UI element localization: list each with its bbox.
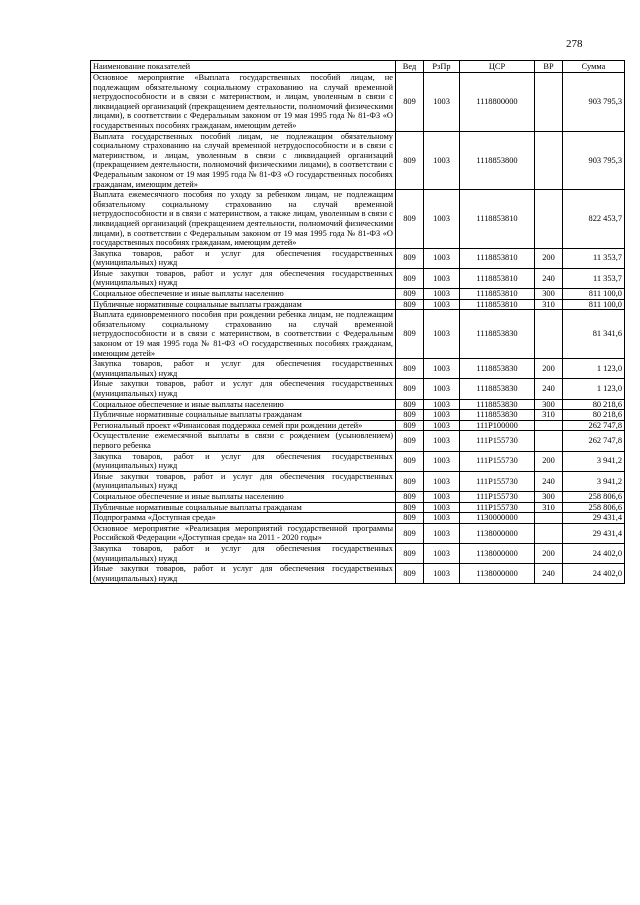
cell-sum: 81 341,6 [563, 310, 625, 359]
table-row [91, 268, 625, 288]
table-row [91, 131, 625, 190]
cell-sum: 1 123,0 [563, 379, 625, 399]
cell-vr: 310 [535, 410, 563, 421]
cell-name: Выплата государственных пособий лицам, не подлежащим обязательному социальному страхованию на случай временной нетрудоспособности и в связи с материнством, и лицам, уволенным в связи с ликвидацией организаций (прекращением деятельности, полномочий физическими лицами), в соответствии с Федеральным законом от 19 мая 1995 года № 81-ФЗ «О государственных пособиях гражданам, имеющим детей» [91, 131, 396, 190]
cell-vr [535, 420, 563, 431]
cell-rzpr: 1003 [424, 359, 460, 379]
cell-vr: 300 [535, 399, 563, 410]
cell-vr [535, 310, 563, 359]
table-row [91, 310, 625, 359]
cell-vr: 240 [535, 379, 563, 399]
cell-ved: 809 [396, 299, 424, 310]
cell-sum: 24 402,0 [563, 543, 625, 563]
cell-sum: 80 218,6 [563, 399, 625, 410]
cell-csr: 1138000000 [460, 543, 535, 563]
cell-name: Иные закупки товаров, работ и услуг для обеспечения государственных (муниципальных) нужд [91, 379, 396, 399]
cell-name: Закупка товаров, работ и услуг для обеспечения государственных (муниципальных) нужд [91, 359, 396, 379]
cell-vr: 200 [535, 359, 563, 379]
cell-csr: 1118853830 [460, 399, 535, 410]
cell-rzpr: 1003 [424, 502, 460, 513]
cell-sum: 258 806,6 [563, 491, 625, 502]
cell-name: Публичные нормативные социальные выплаты гражданам [91, 410, 396, 421]
cell-sum: 11 353,7 [563, 248, 625, 268]
cell-csr: 1118853830 [460, 310, 535, 359]
cell-rzpr: 1003 [424, 491, 460, 502]
cell-sum: 903 795,3 [563, 131, 625, 190]
header-sum: Сумма [563, 61, 625, 73]
cell-name: Осуществление ежемесячной выплаты в связи с рождением (усыновлением) первого ребенка [91, 431, 396, 451]
cell-ved: 809 [396, 431, 424, 451]
cell-rzpr: 1003 [424, 451, 460, 471]
cell-vr: 200 [535, 543, 563, 563]
cell-rzpr: 1003 [424, 310, 460, 359]
table-row [91, 451, 625, 471]
cell-name: Иные закупки товаров, работ и услуг для обеспечения государственных (муниципальных) нужд [91, 268, 396, 288]
table-row [91, 379, 625, 399]
cell-rzpr: 1003 [424, 420, 460, 431]
cell-vr: 200 [535, 248, 563, 268]
cell-ved: 809 [396, 289, 424, 300]
cell-name: Публичные нормативные социальные выплаты гражданам [91, 502, 396, 513]
cell-name: Закупка товаров, работ и услуг для обеспечения государственных (муниципальных) нужд [91, 248, 396, 268]
cell-rzpr: 1003 [424, 543, 460, 563]
cell-vr [535, 523, 563, 543]
cell-ved: 809 [396, 502, 424, 513]
cell-sum: 258 806,6 [563, 502, 625, 513]
budget-table [90, 60, 625, 584]
cell-rzpr: 1003 [424, 190, 460, 249]
cell-vr [535, 513, 563, 524]
cell-name: Подпрограмма «Доступная среда» [91, 513, 396, 524]
cell-ved: 809 [396, 410, 424, 421]
cell-ved: 809 [396, 379, 424, 399]
table-row [91, 502, 625, 513]
cell-rzpr: 1003 [424, 564, 460, 584]
table-row [91, 359, 625, 379]
table-row [91, 399, 625, 410]
cell-csr: 1118853810 [460, 190, 535, 249]
cell-name: Иные закупки товаров, работ и услуг для обеспечения государственных (муниципальных) нужд [91, 471, 396, 491]
table-row [91, 420, 625, 431]
cell-rzpr: 1003 [424, 523, 460, 543]
cell-csr: 111P100000 [460, 420, 535, 431]
cell-csr: 1118853800 [460, 131, 535, 190]
cell-sum: 24 402,0 [563, 564, 625, 584]
cell-vr [535, 73, 563, 132]
cell-vr: 240 [535, 268, 563, 288]
cell-vr [535, 131, 563, 190]
cell-name: Выплата ежемесячного пособия по уходу за ребенком лицам, не подлежащим обязательному социальному страхованию на случай временной нетрудоспособности и в связи с материнством, а также лицам, уволенным в связи с ликвидацией организаций (прекращением деятельности, полномочий физическими лицами), в соответствии с Федеральным законом от 19 мая 1995 года № 81-ФЗ «О государственных пособиях гражданам, имеющим детей» [91, 190, 396, 249]
cell-sum: 80 218,6 [563, 410, 625, 421]
cell-csr: 111P155730 [460, 431, 535, 451]
cell-rzpr: 1003 [424, 289, 460, 300]
cell-csr: 1118853830 [460, 410, 535, 421]
cell-sum: 811 100,0 [563, 299, 625, 310]
cell-csr: 1118853830 [460, 359, 535, 379]
table-row [91, 491, 625, 502]
cell-sum: 3 941,2 [563, 451, 625, 471]
cell-name: Закупка товаров, работ и услуг для обеспечения государственных (муниципальных) нужд [91, 451, 396, 471]
cell-csr: 1138000000 [460, 564, 535, 584]
cell-ved: 809 [396, 491, 424, 502]
table-row [91, 410, 625, 421]
cell-name: Социальное обеспечение и иные выплаты населению [91, 399, 396, 410]
page-number: 278 [566, 38, 583, 50]
header-vr: ВР [535, 61, 563, 73]
cell-rzpr: 1003 [424, 248, 460, 268]
table-row [91, 564, 625, 584]
cell-ved: 809 [396, 131, 424, 190]
table-header-row [91, 61, 625, 73]
cell-csr: 1138000000 [460, 523, 535, 543]
cell-sum: 29 431,4 [563, 523, 625, 543]
cell-csr: 111P155730 [460, 451, 535, 471]
table-row [91, 543, 625, 563]
cell-ved: 809 [396, 73, 424, 132]
header-ved: Вед [396, 61, 424, 73]
cell-ved: 809 [396, 248, 424, 268]
cell-csr: 1118853810 [460, 299, 535, 310]
cell-ved: 809 [396, 543, 424, 563]
cell-sum: 11 353,7 [563, 268, 625, 288]
cell-csr: 1118853810 [460, 289, 535, 300]
cell-vr: 240 [535, 564, 563, 584]
table-row [91, 248, 625, 268]
cell-sum: 822 453,7 [563, 190, 625, 249]
cell-rzpr: 1003 [424, 379, 460, 399]
cell-csr: 1118853810 [460, 248, 535, 268]
cell-ved: 809 [396, 268, 424, 288]
cell-rzpr: 1003 [424, 513, 460, 524]
cell-vr: 300 [535, 491, 563, 502]
cell-name: Социальное обеспечение и иные выплаты населению [91, 289, 396, 300]
cell-vr: 240 [535, 471, 563, 491]
table-row [91, 73, 625, 132]
cell-ved: 809 [396, 523, 424, 543]
cell-name: Выплата единовременного пособия при рождении ребенка лицам, не подлежащим обязательному социальному страхованию на случай временной нетрудоспособности и в связи с материнством, в соответствии с Федеральным законом от 19 мая 1995 года № 81-ФЗ «О государственных пособиях гражданам, имеющим детей» [91, 310, 396, 359]
cell-ved: 809 [396, 564, 424, 584]
cell-sum: 811 100,0 [563, 289, 625, 300]
cell-rzpr: 1003 [424, 299, 460, 310]
cell-sum: 29 431,4 [563, 513, 625, 524]
cell-name: Основное мероприятие «Выплата государственных пособий лицам, не подлежащим обязательному социальному страхованию на случай временной нетрудоспособности и в связи с материнством, и лицам, уволенным в связи с ликвидацией организаций (прекращением деятельности, полномочий физическими лицами), в соответствии с Федеральным законом от 19 мая 1995 года № 81-ФЗ «О государственных пособиях гражданам, имеющим детей» [91, 73, 396, 132]
cell-rzpr: 1003 [424, 268, 460, 288]
cell-csr: 111P155730 [460, 491, 535, 502]
cell-name: Иные закупки товаров, работ и услуг для обеспечения государственных (муниципальных) нужд [91, 564, 396, 584]
header-name: Наименование показателей [91, 61, 396, 73]
cell-sum: 903 795,3 [563, 73, 625, 132]
cell-ved: 809 [396, 310, 424, 359]
cell-vr [535, 190, 563, 249]
header-csr: ЦСР [460, 61, 535, 73]
cell-ved: 809 [396, 399, 424, 410]
cell-name: Публичные нормативные социальные выплаты гражданам [91, 299, 396, 310]
cell-vr: 300 [535, 289, 563, 300]
cell-sum: 262 747,8 [563, 420, 625, 431]
cell-rzpr: 1003 [424, 410, 460, 421]
cell-name: Закупка товаров, работ и услуг для обеспечения государственных (муниципальных) нужд [91, 543, 396, 563]
cell-vr: 310 [535, 502, 563, 513]
cell-csr: 111P155730 [460, 471, 535, 491]
table-row [91, 190, 625, 249]
cell-name: Социальное обеспечение и иные выплаты населению [91, 491, 396, 502]
cell-csr: 1130000000 [460, 513, 535, 524]
header-rzpr: РзПр [424, 61, 460, 73]
cell-vr [535, 431, 563, 451]
cell-ved: 809 [396, 513, 424, 524]
cell-rzpr: 1003 [424, 431, 460, 451]
cell-sum: 262 747,8 [563, 431, 625, 451]
cell-csr: 1118853810 [460, 268, 535, 288]
cell-ved: 809 [396, 420, 424, 431]
cell-rzpr: 1003 [424, 471, 460, 491]
cell-rzpr: 1003 [424, 131, 460, 190]
table-row [91, 431, 625, 451]
table-body [91, 73, 625, 584]
cell-ved: 809 [396, 359, 424, 379]
cell-vr: 310 [535, 299, 563, 310]
table-row [91, 513, 625, 524]
table-row [91, 289, 625, 300]
table-row [91, 471, 625, 491]
cell-ved: 809 [396, 190, 424, 249]
cell-name: Основное мероприятие «Реализация мероприятий государственной программы Российской Федерации «Доступная среда» на 2011 - 2020 годы» [91, 523, 396, 543]
table-row [91, 523, 625, 543]
table-row [91, 299, 625, 310]
cell-rzpr: 1003 [424, 399, 460, 410]
cell-sum: 3 941,2 [563, 471, 625, 491]
cell-ved: 809 [396, 471, 424, 491]
cell-rzpr: 1003 [424, 73, 460, 132]
cell-vr: 200 [535, 451, 563, 471]
cell-ved: 809 [396, 451, 424, 471]
cell-name: Региональный проект «Финансовая поддержка семей при рождении детей» [91, 420, 396, 431]
cell-csr: 1118800000 [460, 73, 535, 132]
cell-csr: 111P155730 [460, 502, 535, 513]
cell-sum: 1 123,0 [563, 359, 625, 379]
cell-csr: 1118853830 [460, 379, 535, 399]
